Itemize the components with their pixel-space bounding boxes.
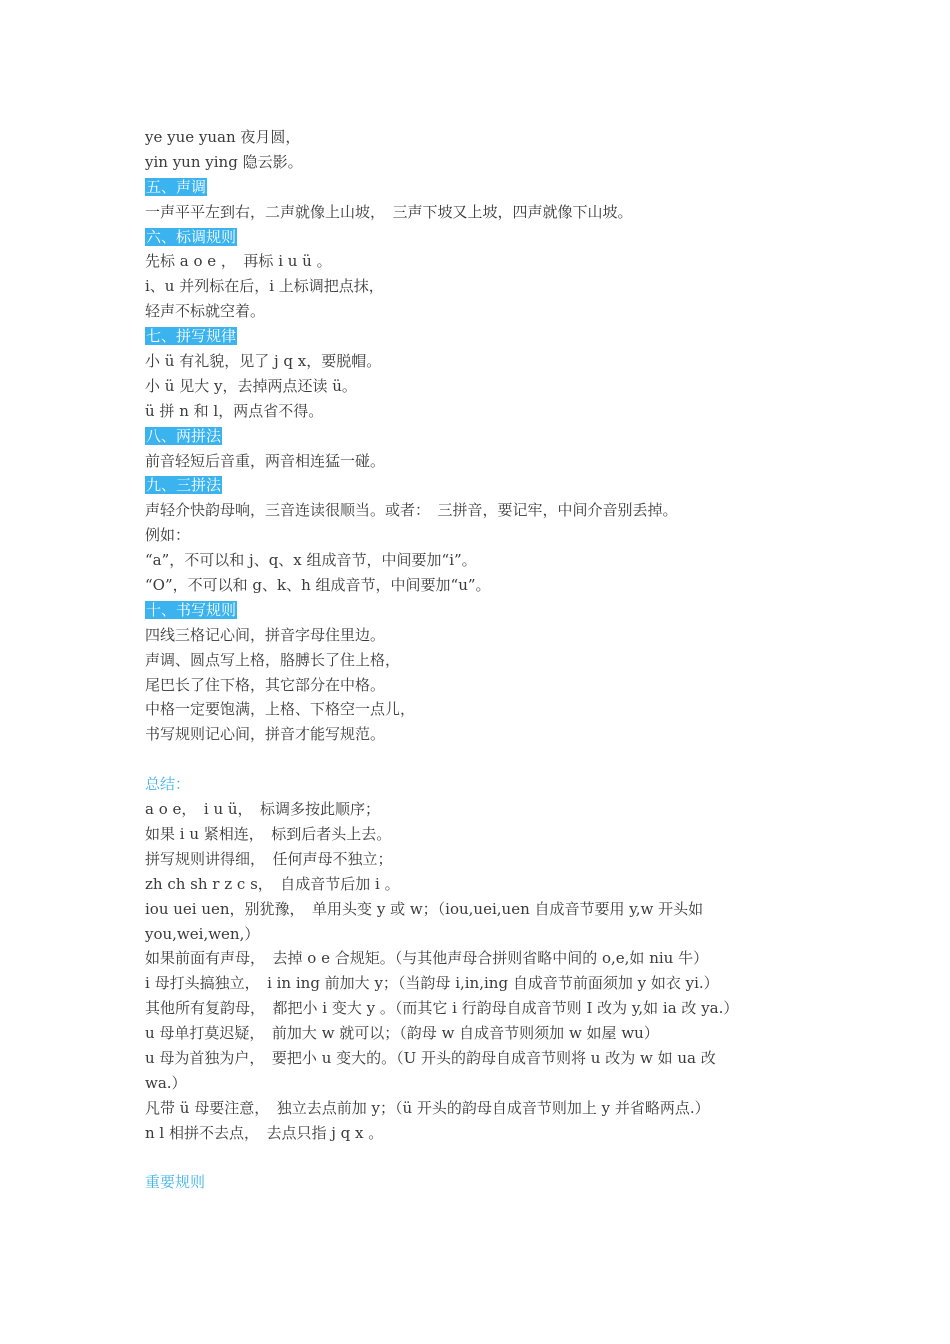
text-line: ü 拼 n 和 l，两点省不得。 — [145, 401, 324, 420]
summary-line: 凡带 ü 母要注意， 独立去点前加 y；（ü 开头的韵母自成音节则加上 y 并省略两点.） — [145, 1098, 710, 1117]
section-heading-writing — [145, 598, 805, 623]
important-rules-title: 重要规则 — [145, 1173, 206, 1192]
section-heading-tones — [145, 175, 805, 200]
summary-line: 如果前面有声母， 去掉 o e 合规矩。（与其他声母合拼则省略中间的 o,e,如 niu 牛） — [145, 949, 709, 968]
summary-line: 拼写规则讲得细， 任何声母不独立； — [145, 849, 393, 868]
summary-line: 其他所有复韵母， 都把小 i 变大 y 。（而其它 i 行韵母自成音节则 I 改为 y,如 ia 改 ya.） — [145, 999, 739, 1018]
text-line: “a”，不可以和 j、q、x 组成音节，中间要加“i”。 — [145, 551, 477, 570]
text-line: 中格一定要饱满，上格、下格空一点儿， — [145, 700, 416, 719]
section-heading-three-part — [145, 473, 805, 498]
section-heading-label: 七、拼写规律 — [146, 327, 237, 346]
text-line: yin yun ying 隐云影。 — [145, 152, 303, 171]
text-line: 例如： — [145, 526, 191, 545]
summary-line: you,wei,wen,） — [145, 924, 260, 943]
text-line: 小 ü 见大 y，去掉两点还读 ü。 — [145, 376, 357, 395]
text-line: 声轻介快韵母响，三音连读很顺当。或者： 三拼音，要记牢，中间介音别丢掉。 — [145, 501, 678, 520]
spacer — [145, 747, 805, 772]
text-line: “O”，不可以和 g、k、h 组成音节，中间要加“u”。 — [145, 576, 491, 595]
summary-line: iou uei uen，别犹豫， 单用头变 y 或 w；（iou,uei,uen 自成音节要用 y,w 开头如 — [145, 899, 704, 918]
section-heading-label: 八、两拼法 — [146, 426, 222, 445]
text-line: ye yue yuan 夜月圆， — [145, 128, 301, 146]
text-line: 轻声不标就空着。 — [145, 302, 266, 321]
section-heading-label: 六、标调规则 — [146, 227, 237, 246]
document-body — [145, 125, 805, 1195]
section-heading-label: 五、声调 — [146, 177, 207, 196]
text-line: i、u 并列标在后，i 上标调把点抹， — [145, 277, 384, 296]
spacer — [145, 1146, 805, 1171]
section-heading-spelling — [145, 324, 805, 349]
summary-line: a o e， i u ü， 标调多按此顺序； — [145, 800, 381, 819]
summary-line: u 母单打莫迟疑， 前加大 w 就可以；（韵母 w 自成音节则须加 w 如屋 wu） — [145, 1024, 659, 1043]
text-line: 四线三格记心间，拼音字母住里边。 — [145, 625, 386, 644]
text-line: 先标 a o e ， 再标 i u ü 。 — [145, 252, 332, 271]
text-line: 声调、圆点写上格，胳膊长了住上格， — [145, 650, 401, 669]
section-heading-label: 九、三拼法 — [146, 476, 222, 495]
summary-line: n l 相拼不去点， 去点只指 j q x 。 — [145, 1123, 384, 1142]
summary-title: 总结： — [145, 775, 191, 794]
section-heading-label: 十、书写规则 — [146, 600, 237, 619]
text-line: 小 ü 有礼貌，见了 j q x，要脱帽。 — [145, 352, 382, 371]
summary-line: i 母打头搞独立， i in ing 前加大 y；（当韵母 i,in,ing 自成音节前面须加 y 如衣 yi.） — [145, 974, 719, 993]
text-line: 尾巴长了住下格，其它部分在中格。 — [145, 675, 386, 694]
summary-line: zh ch sh r z c s， 自成音节后加 i 。 — [145, 874, 400, 893]
text-line: 书写规则记心间，拼音才能写规范。 — [145, 725, 386, 744]
section-heading-tone-marking — [145, 225, 805, 250]
summary-line: wa.） — [145, 1073, 187, 1092]
summary-line: u 母为首独为户， 要把小 u 变大的。（U 开头的韵母自成音节则将 u 改为 w 如 ua 改 — [145, 1048, 716, 1067]
summary-line: 如果 i u 紧相连， 标到后者头上去。 — [145, 824, 392, 843]
text-line: 一声平平左到右，二声就像上山坡， 三声下坡又上坡，四声就像下山坡。 — [145, 202, 633, 221]
section-heading-two-part — [145, 424, 805, 449]
text-line: 前音轻短后音重，两音相连猛一碰。 — [145, 451, 386, 470]
